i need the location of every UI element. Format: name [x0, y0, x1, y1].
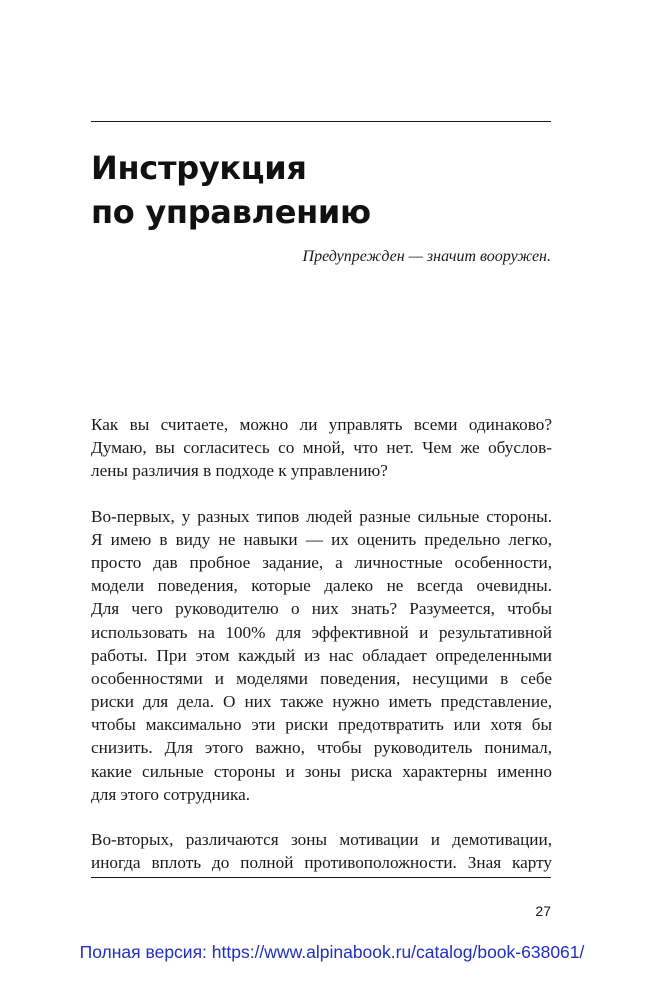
text-line: использовать на 100% для эффективной и результативной — [91, 622, 552, 642]
text-line: особенностями и моделями поведения, несущими в себе — [91, 668, 552, 688]
paragraph-3 — [91, 828, 552, 874]
text-line: Для чего руководителю о них знать? Разумеется, чтобы — [91, 599, 552, 619]
text-line: Как вы считаете, можно ли управлять всеми одинаково? — [91, 415, 552, 434]
text-line: снизить. Для этого важно, чтобы руководитель понимал, — [91, 738, 552, 758]
chapter-title — [91, 146, 371, 234]
bottom-rule — [91, 877, 551, 878]
text-line: чтобы максимально эти риски предотвратить или хотя бы — [91, 715, 552, 735]
chapter-title-line-1: Инструкция — [91, 149, 307, 187]
full-version-link[interactable]: Полная версия: https://www.alpinabook.ru/catalog/book-638061/ — [79, 942, 585, 962]
body-text — [91, 413, 552, 896]
text-line: Во-вторых, различаются зоны мотивации и демотивации, — [91, 830, 552, 849]
text-line: лены различия в подходе к управлению? — [91, 461, 388, 481]
epigraph: Предупрежден — значит вооружен. — [302, 248, 551, 265]
text-line: модели поведения, которые далеко не всегда очевидны. — [91, 576, 552, 596]
text-line: работы. При этом каждый из нас обладает определенными — [91, 645, 552, 665]
text-line: иногда вплоть до полной противоположности. Зная карту — [91, 853, 552, 873]
text-line: просто дав пробное задание, а личностные особенности, — [91, 552, 552, 572]
text-line: Думаю, вы согласитесь со мной, что нет. Чем же обуслов- — [91, 438, 552, 458]
paragraph-1 — [91, 413, 552, 483]
chapter-title-line-2: по управлению — [91, 193, 371, 231]
text-line: риски для дела. О них также нужно иметь представление, — [91, 692, 552, 712]
text-line: Я имею в виду не навыки — их оценить предельно легко, — [91, 529, 552, 549]
text-line: какие сильные стороны и зоны риска характерны именно — [91, 761, 552, 781]
paragraph-2 — [91, 505, 552, 806]
top-rule — [91, 121, 551, 122]
text-line: Во-первых, у разных типов людей разные сильные стороны. — [91, 506, 552, 526]
page-number: 27 — [535, 903, 551, 919]
text-line: для этого сотрудника. — [91, 784, 251, 804]
